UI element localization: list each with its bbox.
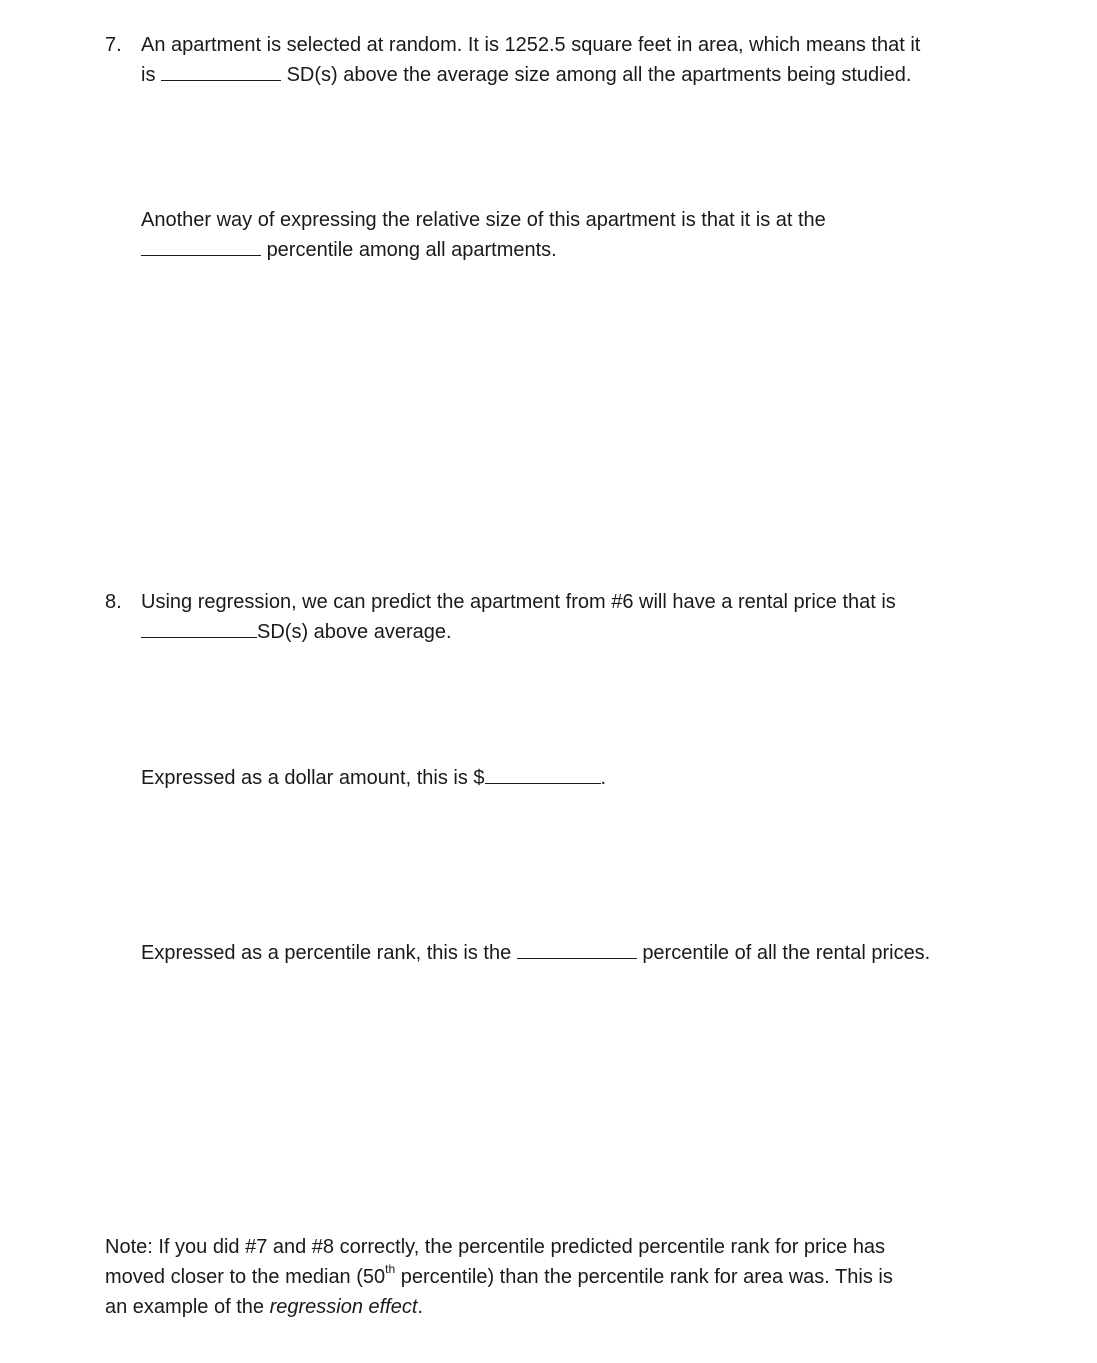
- question-7-sd-blank[interactable]: [161, 60, 281, 81]
- note-line-1: Note: If you did #7 and #8 correctly, the percentile predicted percentile rank for price has: [105, 1236, 886, 1258]
- question-7: [141, 30, 920, 90]
- note-superscript: th: [385, 1262, 396, 1277]
- question-8-dollar: [141, 763, 606, 793]
- note-line-2-post: percentile) than the percentile rank for area was. This is: [395, 1266, 893, 1288]
- note: [105, 1232, 893, 1322]
- question-7-percentile-text: percentile among all apartments.: [266, 239, 557, 261]
- question-8-percentile-blank[interactable]: [517, 938, 637, 959]
- question-8-dollar-blank[interactable]: [485, 763, 601, 784]
- question-8-line-2: [141, 617, 896, 647]
- question-8-percentile: [141, 938, 930, 968]
- question-8-sd-text: SD(s) above average.: [257, 621, 452, 643]
- question-8-dollar-period: .: [600, 767, 607, 789]
- question-7-line-2: [141, 60, 920, 90]
- note-line-2-pre: moved closer to the median (50: [105, 1266, 386, 1288]
- question-8-dollar-text: Expressed as a dollar amount, this is $: [141, 767, 485, 789]
- question-7-number: 7.: [105, 34, 122, 56]
- note-line-3-post: .: [417, 1296, 423, 1318]
- note-regression-effect: regression effect: [269, 1296, 418, 1318]
- note-line-3-pre: an example of the: [105, 1296, 270, 1318]
- question-7-sd-text: SD(s) above the average size among all the apartments being studied.: [286, 64, 912, 86]
- question-7-is-text: is: [141, 64, 156, 86]
- question-8-line-1: Using regression, we can predict the apartment from #6 will have a rental price that is: [141, 591, 896, 613]
- note-line-3: [105, 1292, 893, 1322]
- question-8-percentile-post-text: percentile of all the rental prices.: [642, 942, 931, 964]
- question-8: [141, 587, 896, 647]
- question-7-line-1: An apartment is selected at random. It is 1252.5 square feet in area, which means that it: [141, 34, 921, 56]
- question-8-percentile-text: Expressed as a percentile rank, this is the: [141, 942, 512, 964]
- question-7-percentile-line-2: [141, 235, 826, 265]
- question-8-sd-blank[interactable]: [141, 617, 257, 638]
- question-7-percentile: [141, 205, 826, 265]
- question-8-number: 8.: [105, 591, 122, 613]
- note-line-2: [105, 1262, 893, 1292]
- question-7-percentile-line-1: Another way of expressing the relative size of this apartment is that it is at the: [141, 209, 826, 231]
- question-7-percentile-blank[interactable]: [141, 235, 261, 256]
